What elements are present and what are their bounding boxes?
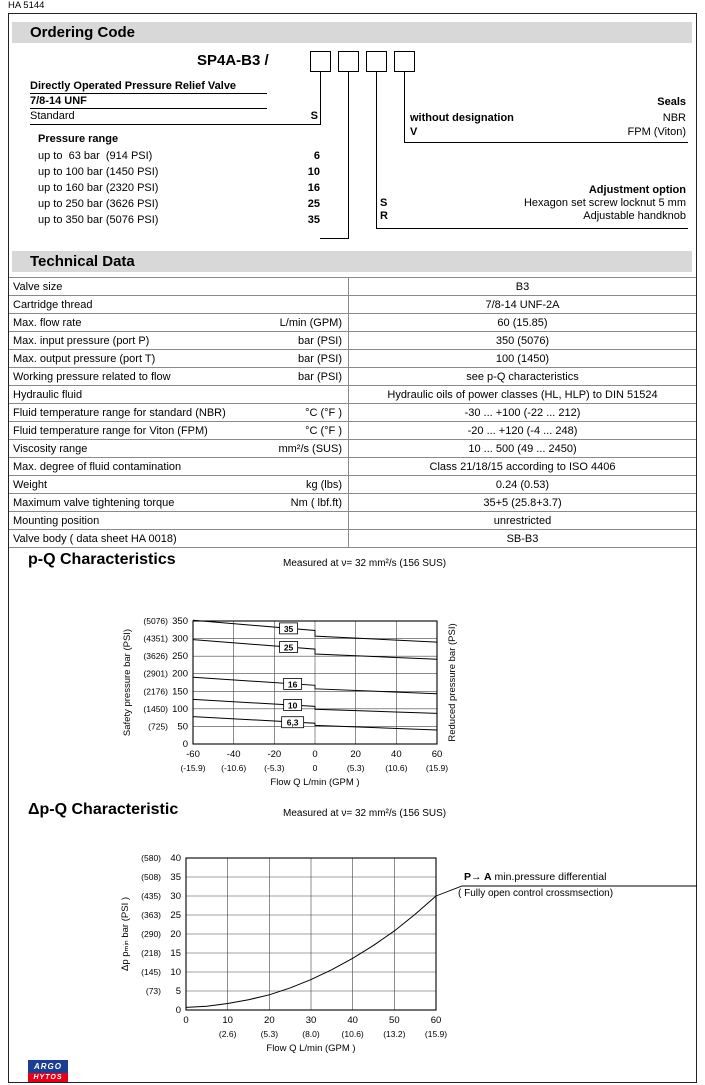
tech-row-label: Valve body ( data sheet HA 0018) — [13, 532, 177, 545]
svg-text:(4351): (4351) — [143, 633, 168, 644]
tech-row-value: 35+5 (25.8+3.7) — [348, 494, 696, 511]
pressure-range-code: 6 — [313, 150, 320, 162]
svg-text:(5076): (5076) — [143, 616, 168, 626]
pq-chart-title: p-Q Characteristics — [28, 551, 176, 568]
svg-text:(5.3): (5.3) — [346, 763, 365, 773]
logo-argo: ARGO — [28, 1060, 68, 1073]
svg-text:50: 50 — [177, 721, 188, 733]
tech-row-value: SB-B3 — [348, 530, 696, 547]
tech-row-label: Mounting position — [13, 514, 100, 527]
tech-row-unit: bar (PSI) — [297, 370, 342, 383]
dpq-annotation-line1 — [464, 871, 606, 883]
svg-text:(8.0): (8.0) — [302, 1029, 320, 1039]
tech-row-label: Hydraulic fluid — [13, 388, 83, 401]
tech-row-label: Max. input pressure (port P) — [13, 334, 150, 347]
svg-text:(-15.9): (-15.9) — [180, 763, 206, 773]
tech-row-value: 10 ... 500 (49 ... 2450) — [348, 440, 696, 457]
tech-row-label: Max. flow rate — [13, 316, 82, 329]
svg-text:Δp pₘᵢₙ bar (PSI ): Δp pₘᵢₙ bar (PSI ) — [120, 896, 131, 972]
svg-text:(435): (435) — [141, 891, 161, 901]
underline-adjustment — [376, 228, 688, 229]
ordering-code-box-2 — [338, 51, 359, 72]
tech-row-unit — [242, 458, 348, 475]
svg-text:(73): (73) — [145, 986, 161, 996]
pressure-range-code: 25 — [307, 198, 320, 210]
svg-text:60: 60 — [431, 749, 443, 760]
underline-standard — [30, 124, 321, 125]
thread-spec: 7/8-14 UNF — [30, 95, 87, 107]
svg-text:-40: -40 — [226, 749, 241, 760]
tech-table-row — [9, 512, 696, 530]
connector-line-standard — [320, 72, 321, 125]
tech-row-label: Cartridge thread — [13, 298, 93, 311]
tech-row-value: B3 — [348, 278, 696, 295]
underline-seals — [404, 142, 688, 143]
tech-row-unit: °C (°F ) — [305, 424, 342, 437]
ordering-code-box-3 — [366, 51, 387, 72]
pq-chart-subtitle: Measured at ν= 32 mm²/s (156 SUS) — [283, 558, 447, 569]
pressure-range-label: up to 160 bar (2320 PSI) — [38, 182, 159, 194]
dpq-chart-subtitle: Measured at ν= 32 mm²/s (156 SUS) — [283, 808, 447, 819]
svg-text:0: 0 — [312, 749, 318, 760]
svg-text:(15.9): (15.9) — [425, 763, 449, 773]
svg-text:(725): (725) — [148, 721, 168, 732]
pressure-range-code: 35 — [307, 214, 320, 226]
pressure-range-label: up to 63 bar (914 PSI) — [38, 150, 153, 162]
valve-name: Directly Operated Pressure Relief Valve — [30, 80, 237, 92]
svg-text:30: 30 — [170, 891, 181, 902]
svg-text:(145): (145) — [141, 967, 161, 977]
adjustment-title: Adjustment option — [588, 184, 686, 196]
tech-row-unit: L/min (GPM) — [279, 316, 342, 329]
tech-row-unit: mm²/s (SUS) — [278, 442, 342, 455]
tech-row-unit: bar (PSI) — [297, 352, 342, 365]
tech-table-row — [9, 350, 696, 368]
seal-value-nbr: NBR — [662, 112, 686, 124]
svg-text:350: 350 — [172, 616, 188, 627]
tech-row-value: Class 21/18/15 according to ISO 4406 — [348, 458, 696, 475]
dpq-annotation-text: min.pressure differential — [494, 871, 607, 883]
tech-row-label: Max. degree of fluid contamination — [13, 460, 182, 473]
svg-text:40: 40 — [347, 1015, 358, 1026]
svg-text:150: 150 — [172, 686, 188, 698]
svg-text:(5.3): (5.3) — [260, 1029, 279, 1039]
svg-text:(508): (508) — [141, 872, 161, 882]
svg-text:-20: -20 — [267, 749, 282, 760]
tech-row-value: 60 (15.85) — [348, 314, 696, 331]
svg-text:Reduced pressure bar (PSI): Reduced pressure bar (PSI) — [447, 623, 458, 742]
pressure-range-label: up to 250 bar (3626 PSI) — [38, 198, 159, 210]
tech-row-label: Fluid temperature range for standard (NBR) — [13, 406, 226, 419]
svg-text:15: 15 — [170, 948, 181, 959]
pressure-range-label: up to 350 bar (5076 PSI) — [38, 214, 159, 226]
svg-text:(2.6): (2.6) — [218, 1029, 237, 1039]
svg-text:30: 30 — [305, 1015, 317, 1026]
svg-text:20: 20 — [264, 1015, 275, 1026]
connector-line-adjustment — [376, 72, 377, 229]
dpq-chart-title: Δp-Q Characteristic — [28, 801, 179, 818]
pressure-range-title: Pressure range — [38, 133, 119, 145]
standard-code: S — [310, 110, 318, 122]
connector-line-pressure — [348, 72, 349, 239]
svg-text:6,3: 6,3 — [286, 717, 299, 728]
svg-text:(3626): (3626) — [143, 651, 168, 662]
svg-text:40: 40 — [170, 853, 181, 864]
dpq-annotation-lead: P→ A — [464, 871, 492, 883]
svg-text:0: 0 — [175, 1005, 181, 1016]
svg-text:10: 10 — [287, 700, 298, 711]
svg-text:200: 200 — [172, 668, 188, 680]
svg-text:(290): (290) — [141, 929, 161, 939]
tech-row-unit: bar (PSI) — [297, 334, 342, 347]
tech-row-value: -20 ... +120 (-4 ... 248) — [348, 422, 696, 439]
standard-label: Standard — [30, 110, 75, 122]
tech-row-label: Maximum valve tightening torque — [13, 496, 175, 509]
pq-chart — [0, 578, 705, 800]
logo-hytos: HYTOS — [28, 1073, 68, 1082]
adjustment-value-r: Adjustable handknob — [583, 210, 686, 222]
tech-table-row — [9, 422, 696, 440]
tech-row-label: Valve size — [13, 280, 63, 293]
tech-row-label: Fluid temperature range for Viton (FPM) — [13, 424, 208, 437]
svg-text:-60: -60 — [186, 749, 200, 760]
svg-text:(580): (580) — [141, 853, 161, 863]
tech-row-unit: Nm ( lbf.ft) — [290, 496, 342, 509]
technical-data-table — [9, 277, 696, 548]
tech-table-row — [9, 368, 696, 386]
svg-text:(10.6): (10.6) — [341, 1029, 364, 1039]
svg-text:16: 16 — [287, 679, 298, 690]
tech-row-unit — [242, 530, 348, 547]
svg-text:35: 35 — [170, 872, 181, 883]
pressure-range-row — [38, 180, 320, 196]
ordering-code-box-4 — [394, 51, 415, 72]
seals-title: Seals — [657, 96, 686, 108]
tech-row-unit — [242, 278, 348, 295]
svg-text:(363): (363) — [141, 910, 161, 920]
seal-key-v: V — [410, 126, 418, 138]
tech-row-value: 7/8-14 UNF-2A — [348, 296, 696, 313]
svg-text:5: 5 — [175, 986, 181, 997]
svg-text:(218): (218) — [141, 948, 161, 958]
doc-number: HA 5144 — [8, 0, 45, 11]
pressure-range-code: 10 — [307, 166, 320, 178]
tech-row-label: Max. output pressure (port T) — [13, 352, 156, 365]
tech-row-unit: kg (lbs) — [305, 478, 342, 491]
pressure-range-label: up to 100 bar (1450 PSI) — [38, 166, 159, 178]
tech-table-row — [9, 530, 696, 548]
tech-row-unit — [242, 512, 348, 529]
svg-text:10: 10 — [222, 1015, 233, 1026]
svg-text:20: 20 — [170, 929, 181, 940]
tech-table-row — [9, 296, 696, 314]
svg-text:60: 60 — [430, 1015, 442, 1026]
pressure-range-row — [38, 148, 320, 164]
svg-text:(2176): (2176) — [143, 686, 168, 697]
adjustment-key-s: S — [380, 197, 388, 209]
argo-hytos-logo — [28, 1060, 68, 1082]
pressure-range-row — [38, 212, 320, 228]
ordering-code-header — [12, 22, 692, 43]
tech-row-value: 350 (5076) — [348, 332, 696, 349]
svg-text:250: 250 — [172, 651, 188, 663]
svg-text:Flow Q L/min (GPM ): Flow Q L/min (GPM ) — [270, 777, 360, 788]
pressure-range-row — [38, 196, 320, 212]
svg-text:(15.9): (15.9) — [424, 1029, 448, 1039]
svg-text:0: 0 — [182, 739, 188, 750]
tech-row-value: Hydraulic oils of power classes (HL, HLP) to DIN 51524 — [348, 386, 696, 403]
tech-table-row — [9, 278, 696, 296]
svg-text:100: 100 — [172, 703, 188, 715]
tech-row-value: see p-Q characteristics — [348, 368, 696, 385]
tech-row-value: 100 (1450) — [348, 350, 696, 367]
tech-table-row — [9, 404, 696, 422]
technical-data-title: Technical Data — [30, 253, 135, 270]
underline-valve-name — [30, 93, 267, 94]
tech-table-row — [9, 476, 696, 494]
tech-table-row — [9, 332, 696, 350]
pressure-range-list — [38, 148, 320, 228]
dpq-annotation-line2: ( Fully open control crossmsection) — [458, 888, 614, 899]
svg-text:20: 20 — [350, 749, 361, 760]
tech-row-label: Working pressure related to flow — [13, 370, 171, 383]
tech-table-row — [9, 494, 696, 512]
underline-thread — [30, 108, 267, 109]
svg-text:25: 25 — [170, 910, 181, 921]
ordering-code-title: Ordering Code — [30, 24, 136, 41]
connector-line-seals — [404, 72, 405, 143]
tech-row-unit: °C (°F ) — [305, 406, 342, 419]
svg-text:Safety pressure bar (PSI): Safety pressure bar (PSI) — [122, 628, 133, 737]
svg-text:25: 25 — [283, 642, 294, 653]
svg-text:50: 50 — [389, 1015, 400, 1026]
tech-row-label: Viscosity range — [13, 442, 88, 455]
tech-row-value: unrestricted — [348, 512, 696, 529]
svg-text:(1450): (1450) — [143, 703, 168, 714]
svg-text:300: 300 — [172, 633, 188, 645]
tech-table-row — [9, 458, 696, 476]
svg-text:10: 10 — [170, 967, 181, 978]
tech-row-unit — [242, 386, 348, 403]
svg-text:(13.2): (13.2) — [383, 1029, 406, 1039]
pressure-range-code: 16 — [307, 182, 320, 194]
adjustment-key-r: R — [380, 210, 388, 222]
tech-table-row — [9, 440, 696, 458]
svg-text:(2901): (2901) — [143, 668, 168, 679]
tech-table-row — [9, 314, 696, 332]
connector-hook-pressure — [320, 238, 349, 239]
svg-text:(10.6): (10.6) — [385, 763, 408, 773]
pressure-range-row — [38, 164, 320, 180]
svg-text:35: 35 — [283, 623, 294, 634]
svg-text:0: 0 — [312, 763, 318, 773]
tech-row-value: 0.24 (0.53) — [348, 476, 696, 493]
svg-text:40: 40 — [391, 749, 402, 760]
adjustment-value-s: Hexagon set screw locknut 5 mm — [523, 197, 686, 209]
technical-data-header — [12, 251, 692, 272]
ordering-code-string: SP4A-B3 / — [197, 52, 269, 69]
svg-text:(-10.6): (-10.6) — [221, 763, 247, 773]
seal-value-fpm: FPM (Viton) — [627, 126, 686, 138]
tech-table-row — [9, 386, 696, 404]
ordering-code-box-1 — [310, 51, 331, 72]
svg-text:0: 0 — [183, 1015, 189, 1026]
svg-text:Flow Q L/min (GPM ): Flow Q L/min (GPM ) — [266, 1043, 356, 1054]
tech-row-value: -30 ... +100 (-22 ... 212) — [348, 404, 696, 421]
tech-row-unit — [242, 296, 348, 313]
svg-text:(-5.3): (-5.3) — [264, 763, 285, 773]
tech-row-label: Weight — [13, 478, 48, 491]
seal-key-none: without designation — [410, 112, 514, 124]
